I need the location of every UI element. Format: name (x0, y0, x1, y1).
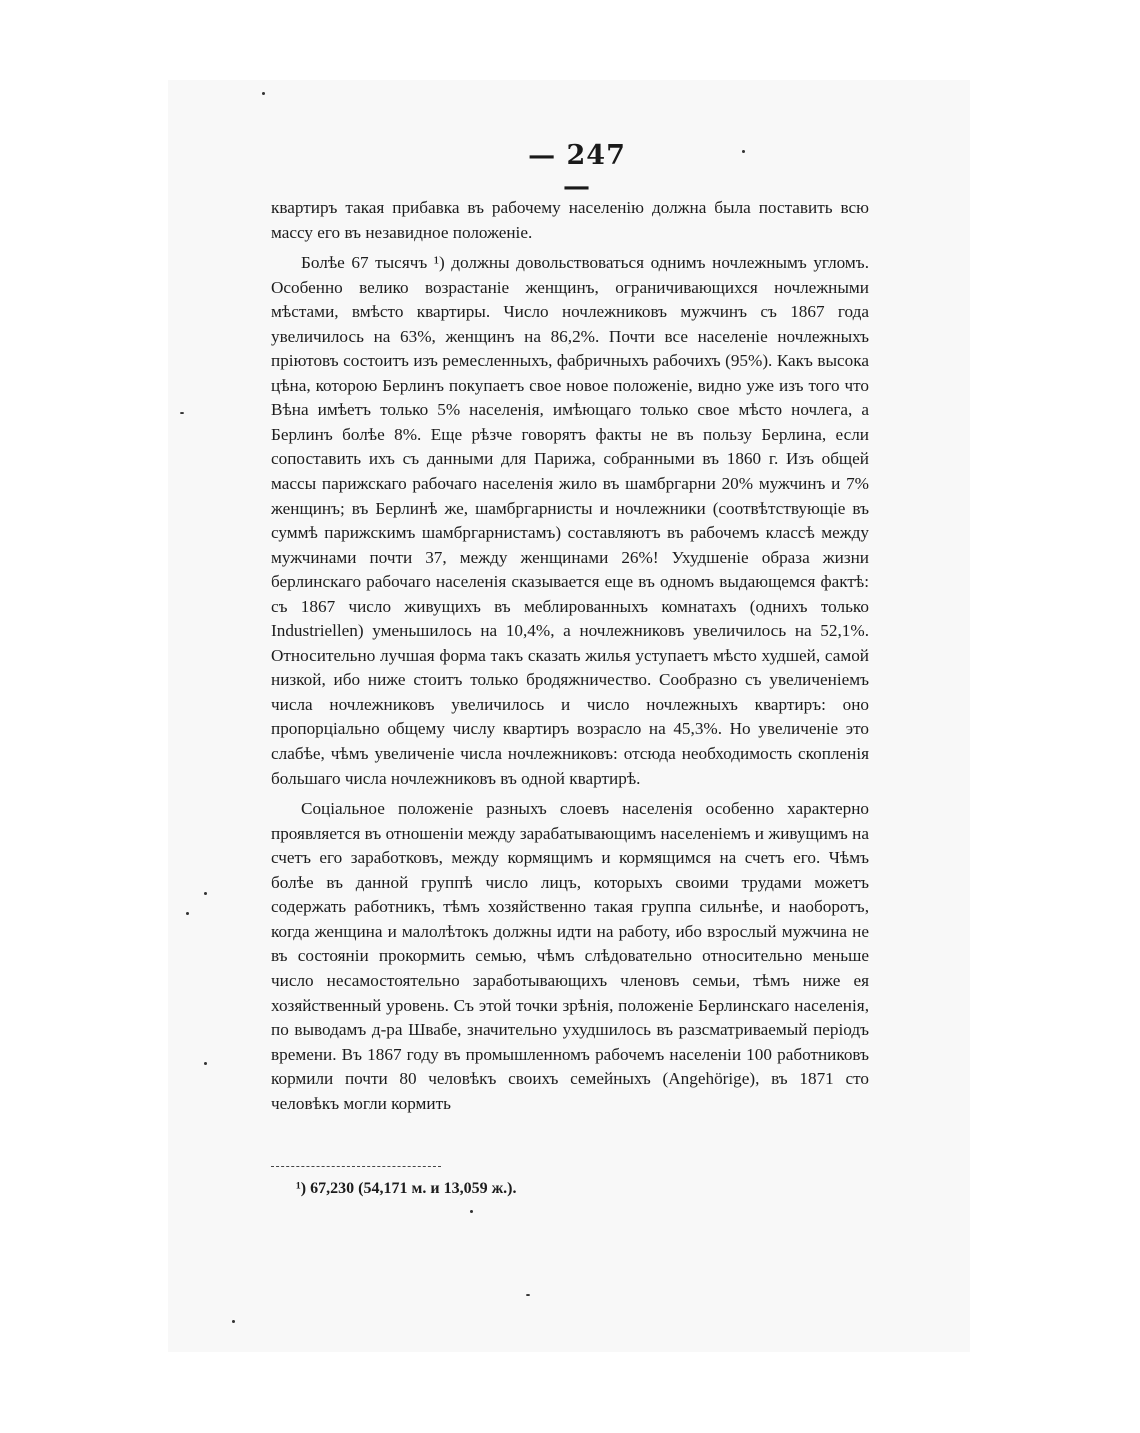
paragraph-continuation: квартиръ такая прибавка въ рабочему населенію должна была поставить всю массу его въ незавидное положеніе. (271, 198, 869, 242)
paragraph-night-shelters: Болѣе 67 тысячъ ¹) должны довольствоваться однимъ ночлежнымъ угломъ. Особенно велико возрастаніе женщинъ, ограничивающихся ночлежными мѣстами, вмѣсто квартиры. Число ночлежниковъ мужчинъ съ 1867 года увеличилось на 63%, женщинъ на 86,2%. Почти все населеніе ночлежныхъ пріютовъ состоитъ изъ ремесленныхъ, фабричныхъ рабочихъ (95%). Какъ высока цѣна, которою Берлинъ покупаетъ свое новое положеніе, видно уже изъ того что Вѣна имѣетъ только 5% населенія, имѣющаго только свое мѣсто ночлега, а Берлинъ болѣе 8%. Еще рѣзче говорятъ факты не въ пользу Берлина, если сопоставить ихъ съ данными для Парижа, собранными въ 1860 г. Изъ общей массы парижскаго рабочаго населенія жило въ шамбргарни 20% мужчинъ и 7% женщинъ; въ Берлинѣ же, шамбргарнисты и ночлежники (соотвѣтствующіе въ суммѣ парижскимъ шамбргарнистамъ) составляютъ въ рабочемъ классѣ между мужчинами почти 37, между женщинами 26%! Ухудшеніе образа жизни берлинскаго рабочаго населенія сказывается еще въ одномъ выдающемся фактѣ: съ 1867 число живущихъ въ меблированныхъ комнатахъ (однихъ только Industriellen) уменьшилось на 10,4%, а ночлежниковъ увеличилось на 52,1%. Относительно лучшая форма такъ сказать жилья уступаетъ мѣсто худшей, самой низкой, ибо ниже стоитъ только бродяжничество. Сообразно съ увеличеніемъ числа ночлежниковъ увеличилось и число ночлежныхъ квартиръ: оно пропорціально общему числу квартиръ возрасло на 45,3%. Но увеличеніе это слабѣе, чѣмъ увеличеніе числа ночлежниковъ: отсюда необходимость скопленія большаго числа ночлежниковъ въ одной квартирѣ. (271, 253, 869, 788)
page-number: — 247 — (528, 140, 626, 202)
page-body (271, 196, 869, 1116)
scan-speck (526, 1294, 530, 1296)
paragraph-social-position: Соціальное положеніе разныхъ слоевъ населенія особенно характерно проявляется въ отношеніи между зарабатывающимъ населеніемъ и живущимъ на счетъ его заработковъ, между кормящимъ и кормящимся на счетъ его. Чѣмъ болѣе въ данной группѣ число лицъ, которыхъ своими трудами можетъ содержать работникъ, тѣмъ хозяйственно такая группа сильнѣе, и наоборотъ, когда женщина и малолѣтокъ должны идти на работу, ибо взрослый мужчина не въ состояніи прокормить семью, чѣмъ слѣдовательно относительно меньше число несамостоятельно заработывающихъ членовъ семьи, тѣмъ ниже ея хозяйственный уровень. Съ этой точки зрѣнія, положеніе Берлинскаго населенія, по выводамъ д-ра Швабе, значительно ухудшилось въ разсматриваемый періодъ времени. Въ 1867 году въ промышленномъ рабочемъ населеніи 100 работниковъ кормили почти 80 человѣкъ своихъ семейныхъ (Angehörige), въ 1871 сто человѣкъ могли кормить (271, 799, 869, 1113)
scan-speck (262, 92, 265, 95)
footnote-divider (271, 1166, 441, 1167)
scan-speck (204, 892, 207, 895)
footnote: ¹) 67,230 (54,171 м. и 13,059 ж.). (296, 1180, 517, 1197)
scan-speck (204, 1062, 207, 1065)
scan-speck (186, 912, 189, 915)
scan-speck (742, 150, 745, 153)
scan-speck (470, 1210, 473, 1213)
scan-speck (232, 1320, 235, 1323)
scan-speck (180, 412, 184, 414)
